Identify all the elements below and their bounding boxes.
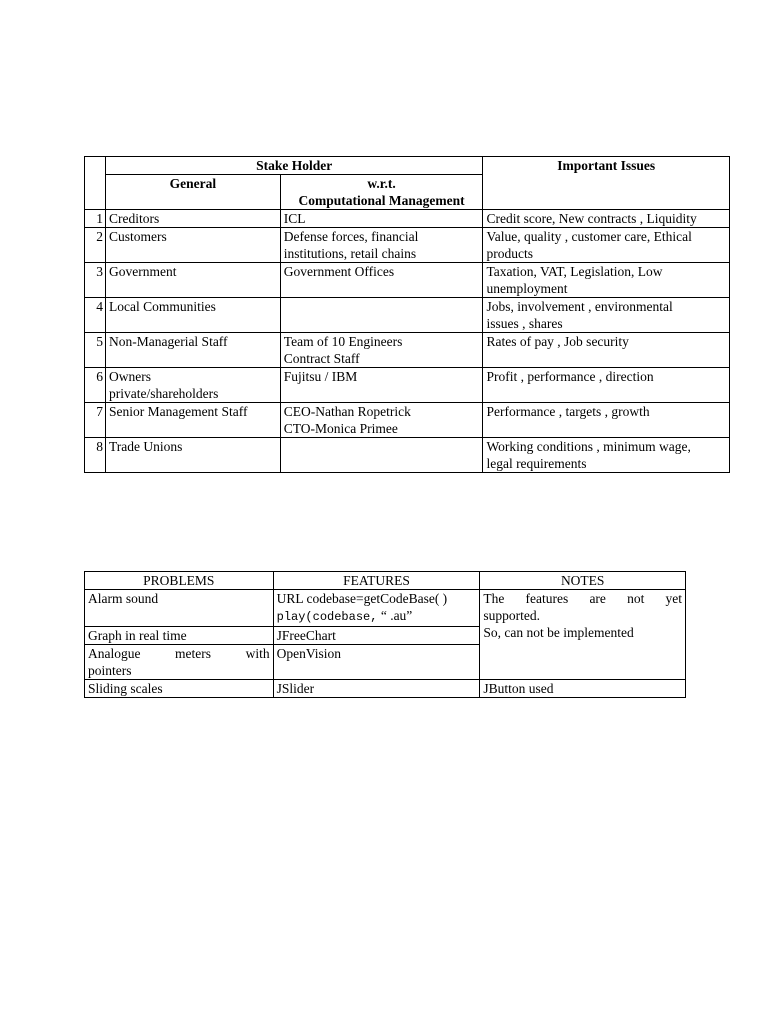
notes-cell: JButton used xyxy=(480,680,686,698)
feature-code-line: URL codebase=getCodeBase( ) xyxy=(276,591,448,606)
problems-table xyxy=(84,571,686,698)
wrt-cell xyxy=(280,298,483,333)
wrt-cell: Fujitsu / IBM xyxy=(280,368,483,403)
row-number: 2 xyxy=(85,228,106,263)
row-number: 4 xyxy=(85,298,106,333)
feature-cell: JFreeChart xyxy=(273,627,480,645)
general-cell: Trade Unions xyxy=(105,438,280,473)
stake-holder-header: Stake Holder xyxy=(105,157,482,175)
issues-cell: Working conditions , minimum wage, legal requirements xyxy=(483,438,730,473)
notes-line: supported. xyxy=(483,608,541,623)
table-row xyxy=(85,438,730,473)
table-header-row xyxy=(85,572,686,590)
row-number: 5 xyxy=(85,333,106,368)
general-cell: Owners private/shareholders xyxy=(105,368,280,403)
table-row xyxy=(85,368,730,403)
issues-cell: Performance , targets , growth xyxy=(483,403,730,438)
problem-cell: Alarm sound xyxy=(85,590,274,627)
stakeholder-table xyxy=(84,156,730,473)
wrt-cell: Team of 10 Engineers Contract Staff xyxy=(280,333,483,368)
row-number: 7 xyxy=(85,403,106,438)
general-header: General xyxy=(105,175,280,210)
issues-cell: Credit score, New contracts , Liquidity xyxy=(483,210,730,228)
feature-code-call: play(codebase, xyxy=(276,610,378,624)
wrt-header: w.r.t. Computational Management xyxy=(280,175,483,210)
table-row xyxy=(85,403,730,438)
table-row xyxy=(85,228,730,263)
feature-cell xyxy=(273,590,480,627)
problems-header: PROBLEMS xyxy=(85,572,274,590)
problem-line: pointers xyxy=(88,663,132,678)
problem-cell: Sliding scales xyxy=(85,680,274,698)
table-row xyxy=(85,333,730,368)
table-header-row xyxy=(85,157,730,175)
general-cell: Senior Management Staff xyxy=(105,403,280,438)
number-header-cell xyxy=(85,157,106,210)
notes-line: So, can not be implemented xyxy=(483,625,634,640)
general-cell: Government xyxy=(105,263,280,298)
table-row xyxy=(85,680,686,698)
wrt-cell: CEO-Nathan Ropetrick CTO-Monica Primee xyxy=(280,403,483,438)
issues-cell: Value, quality , customer care, Ethical products xyxy=(483,228,730,263)
problem-line: Analogue meters with xyxy=(88,646,270,661)
important-issues-header: Important Issues xyxy=(483,157,730,210)
general-cell: Creditors xyxy=(105,210,280,228)
general-cell: Local Communities xyxy=(105,298,280,333)
table-row xyxy=(85,263,730,298)
wrt-cell: ICL xyxy=(280,210,483,228)
problem-cell xyxy=(85,645,274,680)
row-number: 6 xyxy=(85,368,106,403)
notes-line: The features are not yet xyxy=(483,591,682,606)
issues-cell: Profit , performance , direction xyxy=(483,368,730,403)
wrt-cell xyxy=(280,438,483,473)
table-row xyxy=(85,210,730,228)
general-cell: Customers xyxy=(105,228,280,263)
notes-cell xyxy=(480,590,686,680)
wrt-cell: Defense forces, financial institutions, retail chains xyxy=(280,228,483,263)
issues-cell: Taxation, VAT, Legislation, Low unemployment xyxy=(483,263,730,298)
feature-code-arg: “ .au” xyxy=(377,608,413,623)
notes-header: NOTES xyxy=(480,572,686,590)
feature-code-line xyxy=(277,607,477,626)
problem-cell: Graph in real time xyxy=(85,627,274,645)
table-row xyxy=(85,590,686,627)
table-row xyxy=(85,298,730,333)
issues-cell: Jobs, involvement , environmental issues , shares xyxy=(483,298,730,333)
row-number: 1 xyxy=(85,210,106,228)
general-cell: Non-Managerial Staff xyxy=(105,333,280,368)
row-number: 3 xyxy=(85,263,106,298)
feature-cell: JSlider xyxy=(273,680,480,698)
row-number: 8 xyxy=(85,438,106,473)
issues-cell: Rates of pay , Job security xyxy=(483,333,730,368)
wrt-cell: Government Offices xyxy=(280,263,483,298)
features-header: FEATURES xyxy=(273,572,480,590)
feature-cell: OpenVision xyxy=(273,645,480,680)
